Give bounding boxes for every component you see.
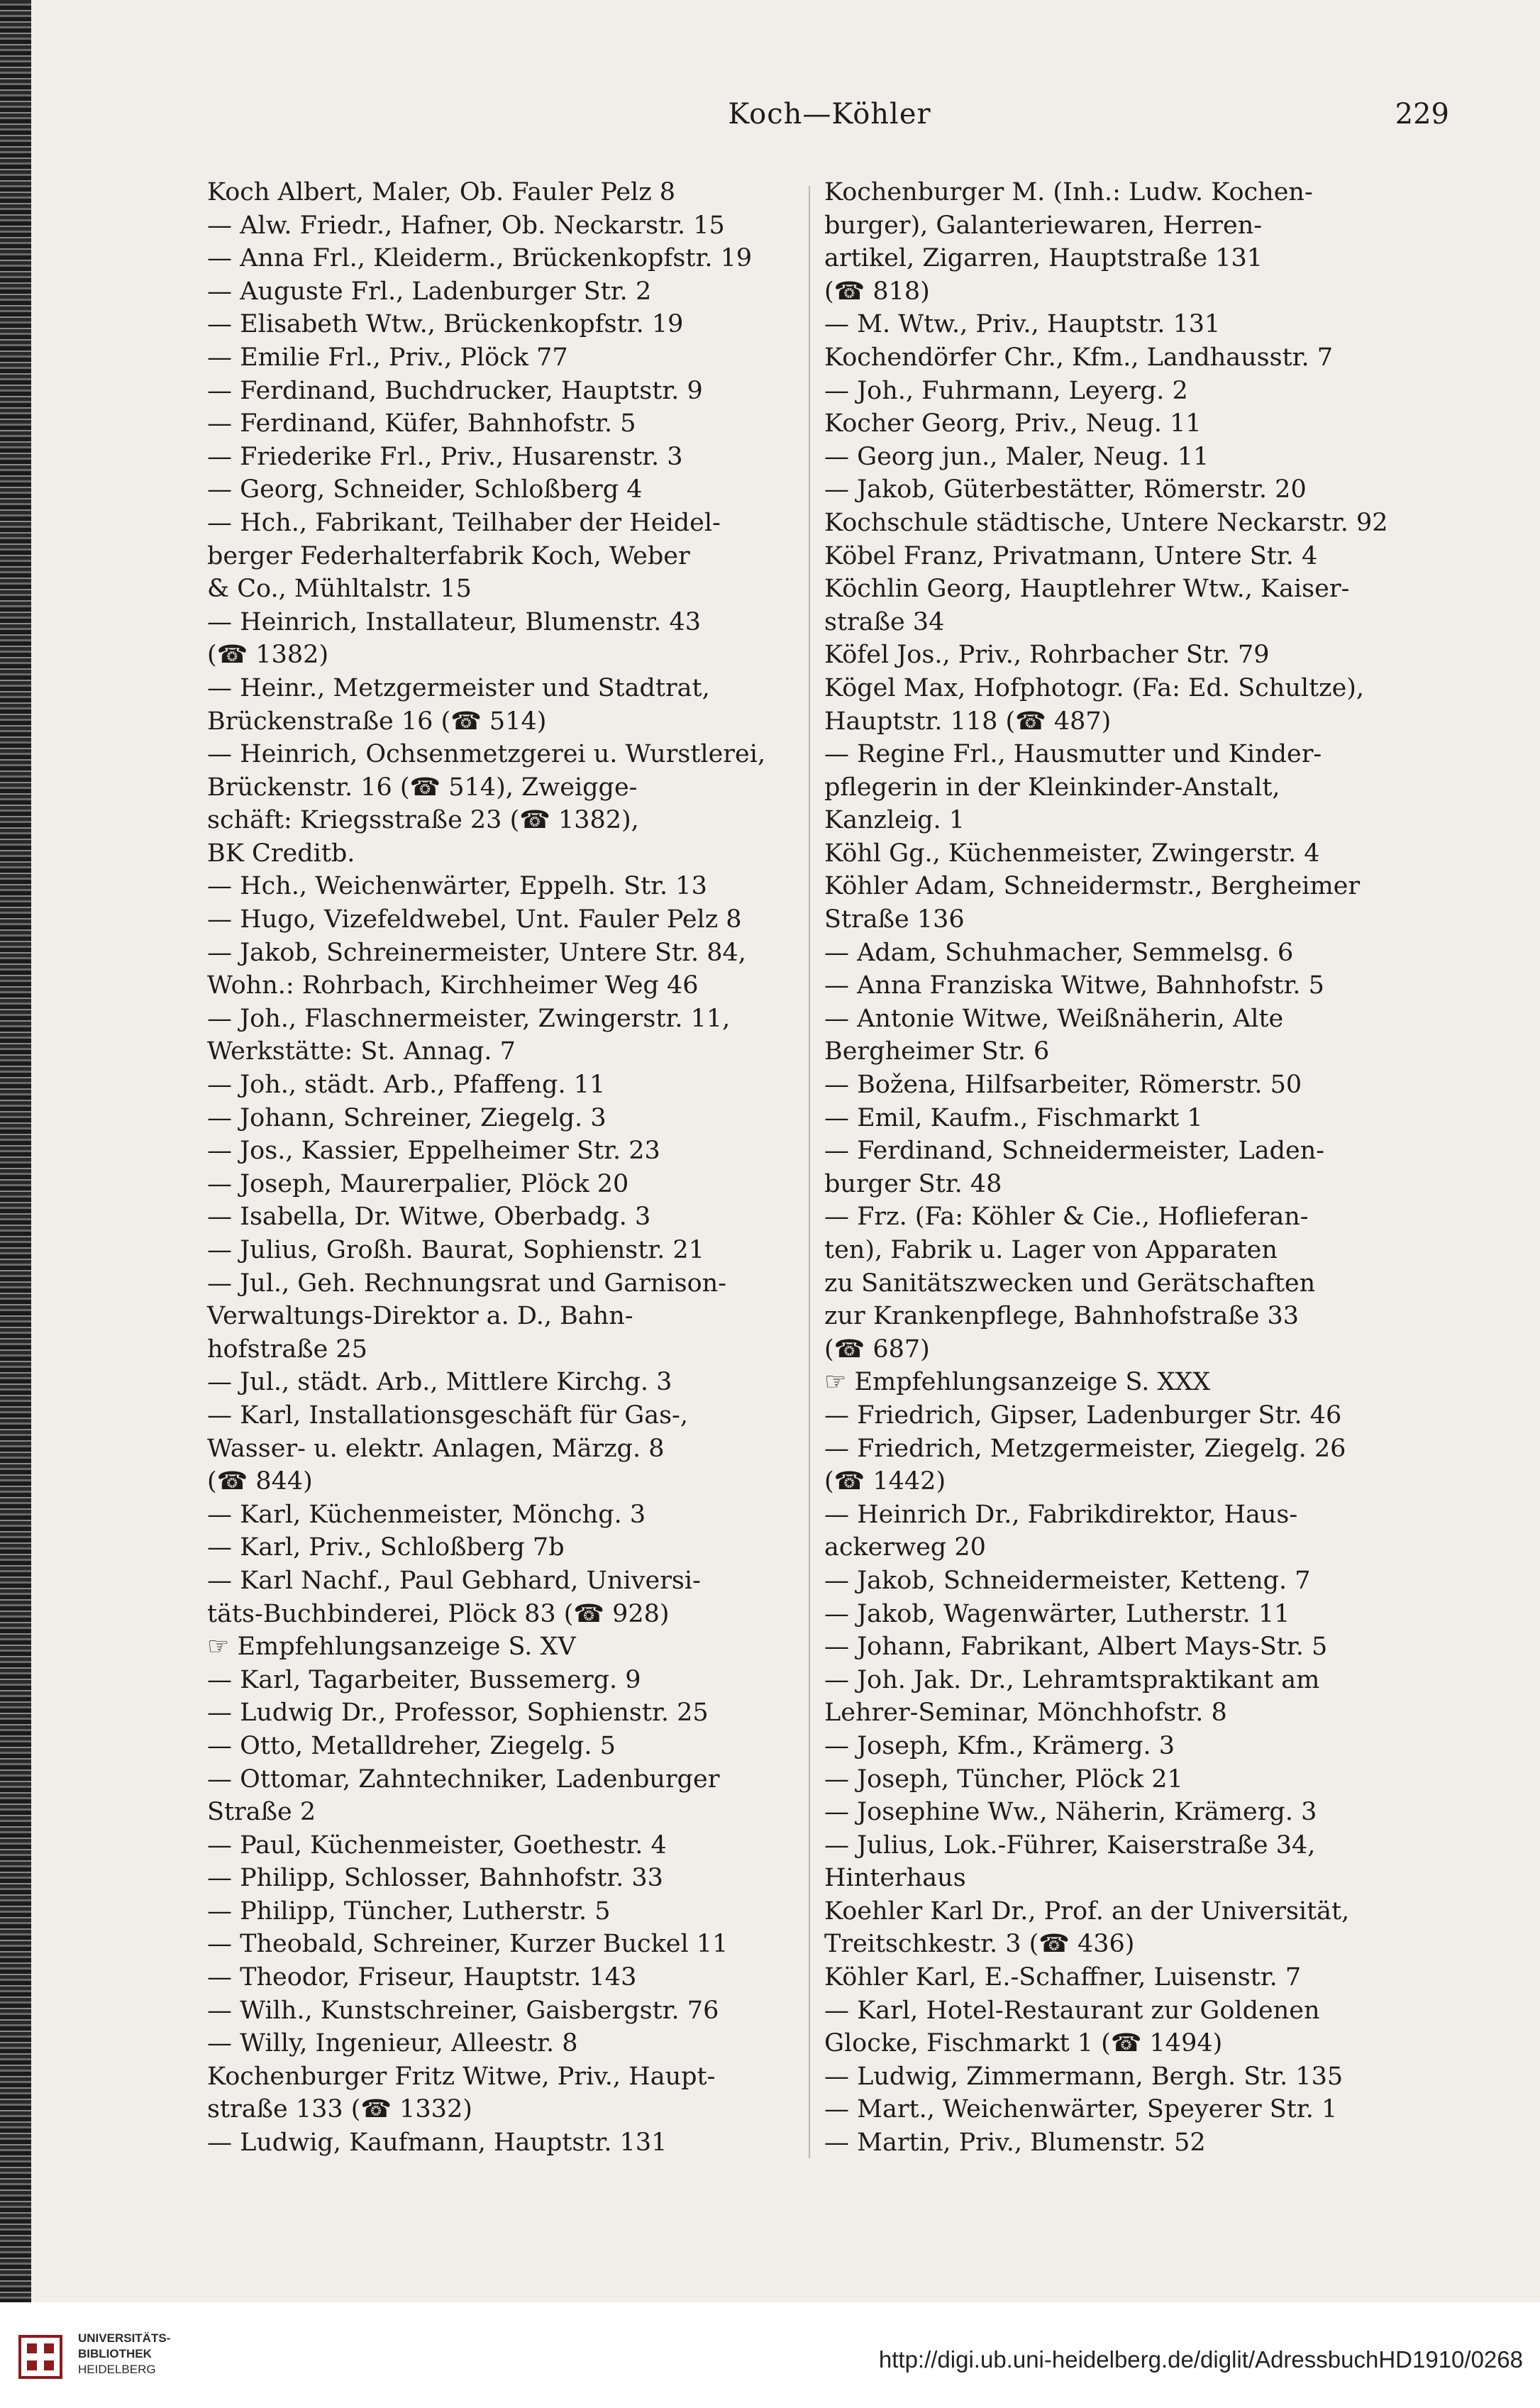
directory-entry-line: — Otto, Metalldreher, Ziegelg. 5: [207, 1731, 616, 1760]
directory-entry-line: pflegerin in der Kleinkinder-Anstalt,: [824, 773, 1280, 802]
directory-entry-line: (☎ 687): [824, 1335, 930, 1364]
directory-entry-line: — Ludwig, Kaufmann, Hauptstr. 131: [207, 2128, 667, 2158]
directory-entry-line: — Johann, Fabrikant, Albert Mays-Str. 5: [824, 1633, 1328, 1662]
directory-entry-line: — Emil, Kaufm., Fischmarkt 1: [824, 1103, 1203, 1132]
directory-entry-line: burger Str. 48: [824, 1169, 1002, 1198]
directory-entry-line: Kocher Georg, Priv., Neug. 11: [824, 409, 1202, 438]
library-logo: [16, 2331, 243, 2395]
directory-entry-line: — Anna Franziska Witwe, Bahnhofstr. 5: [824, 971, 1324, 1000]
running-head: Koch—Köhler: [728, 98, 931, 131]
directory-entry-line: Bergheimer Str. 6: [824, 1037, 1050, 1066]
directory-entry-line: — Joseph, Tüncher, Plöck 21: [824, 1764, 1183, 1794]
directory-entry-line: (☎ 1382): [207, 641, 329, 670]
directory-entry-line: Werkstätte: St. Annag. 7: [207, 1037, 516, 1066]
directory-entry-line: Köhler Adam, Schneidermstr., Bergheimer: [824, 872, 1361, 901]
directory-entry-line: — Jakob, Güterbestätter, Römerstr. 20: [824, 475, 1307, 504]
directory-entry-line: Kochenburger Fritz Witwe, Priv., Haupt-: [207, 2062, 716, 2091]
directory-entry-line: — Joh., Fuhrmann, Leyerg. 2: [824, 376, 1188, 405]
directory-entry-line: — Karl, Küchenmeister, Mönchg. 3: [207, 1500, 646, 1529]
directory-entry-line: Wasser- u. elektr. Anlagen, Märzg. 8: [207, 1434, 665, 1463]
library-name-line2: BIBLIOTHEK: [78, 2347, 152, 2360]
book-page: [31, 0, 1540, 2302]
directory-entry-line: & Co., Mühltalstr. 15: [207, 575, 472, 604]
directory-entry-line: berger Federhalterfabrik Koch, Weber: [207, 541, 690, 570]
directory-entry-line: hofstraße 25: [207, 1335, 367, 1364]
directory-entry-line: — Karl, Tagarbeiter, Bussemerg. 9: [207, 1665, 641, 1694]
directory-entry-line: ten), Fabrik u. Lager von Apparaten: [824, 1236, 1278, 1264]
directory-entry-line: — Heinr., Metzgermeister und Stadtrat,: [207, 673, 710, 702]
directory-entry-line: — Heinrich, Ochsenmetzgerei u. Wurstlerei,: [207, 740, 766, 769]
directory-entry-line: schäft: Kriegsstraße 23 (☎ 1382),: [207, 806, 639, 835]
directory-entry-line: Köchlin Georg, Hauptlehrer Wtw., Kaiser-: [824, 575, 1350, 604]
directory-entry-line: — Anna Frl., Kleiderm., Brückenkopfstr. 19: [207, 244, 753, 273]
directory-entry-line: — Ludwig, Zimmermann, Bergh. Str. 135: [824, 2062, 1344, 2091]
directory-entry-line: — M. Wtw., Priv., Hauptstr. 131: [824, 310, 1221, 339]
directory-entry-line: — Jakob, Schneidermeister, Ketteng. 7: [824, 1566, 1311, 1595]
directory-entry-line: — Joseph, Maurerpalier, Plöck 20: [207, 1169, 629, 1198]
directory-entry-line: — Elisabeth Wtw., Brückenkopfstr. 19: [207, 310, 684, 339]
directory-entry-line: — Theobald, Schreiner, Kurzer Buckel 11: [207, 1930, 729, 1959]
directory-entry-line: Glocke, Fischmarkt 1 (☎ 1494): [824, 2029, 1223, 2058]
directory-entry-line: — Martin, Priv., Blumenstr. 52: [824, 2128, 1206, 2158]
directory-entry-line: Kanzleig. 1: [824, 806, 965, 835]
directory-entry-line: — Julius, Lok.-Führer, Kaiserstraße 34,: [824, 1830, 1316, 1860]
directory-entry-line: — Heinrich Dr., Fabrikdirektor, Haus-: [824, 1500, 1298, 1529]
directory-entry-line: Wohn.: Rohrbach, Kirchheimer Weg 46: [207, 971, 699, 1000]
directory-entry-line: Verwaltungs-Direktor a. D., Bahn-: [207, 1302, 633, 1331]
page-number: 229: [1395, 98, 1449, 131]
directory-entry-line: Hauptstr. 118 (☎ 487): [824, 707, 1112, 736]
page-header: [210, 98, 1449, 140]
directory-entry-line: — Karl, Hotel-Restaurant zur Goldenen: [824, 1996, 1320, 2025]
directory-entry-line: Kögel Max, Hofphotogr. (Fa: Ed. Schultze),: [824, 673, 1365, 702]
directory-entry-line: — Auguste Frl., Ladenburger Str. 2: [207, 277, 652, 306]
directory-entry-line: — Joh., Flaschnermeister, Zwingerstr. 11,: [207, 1004, 731, 1033]
directory-entry-line: — Božena, Hilfsarbeiter, Römerstr. 50: [824, 1071, 1302, 1100]
directory-entry-line: — Jos., Kassier, Eppelheimer Str. 23: [207, 1137, 660, 1166]
directory-entry-line: zur Krankenpflege, Bahnhofstraße 33: [824, 1302, 1300, 1331]
directory-entry-line: — Antonie Witwe, Weißnäherin, Alte: [824, 1004, 1284, 1033]
footer: [0, 2302, 1540, 2408]
directory-entry-line: Straße 136: [824, 905, 965, 934]
column-divider: [809, 186, 810, 2158]
directory-entry-line: — Frz. (Fa: Köhler & Cie., Hoflieferan-: [824, 1203, 1309, 1232]
directory-entry-line: Brückenstr. 16 (☎ 514), Zweigge-: [207, 773, 638, 802]
directory-entry-line: — Jul., städt. Arb., Mittlere Kirchg. 3: [207, 1368, 672, 1397]
directory-entry-line: (☎ 818): [824, 277, 930, 306]
directory-entry-line: — Philipp, Tüncher, Lutherstr. 5: [207, 1896, 611, 1926]
directory-entry-line: — Karl, Priv., Schloßberg 7b: [207, 1533, 565, 1562]
directory-entry-line: burger), Galanteriewaren, Herren-: [824, 211, 1263, 240]
directory-entry-line: Kochendörfer Chr., Kfm., Landhausstr. 7: [824, 343, 1334, 372]
directory-entry-line: Hinterhaus: [824, 1864, 966, 1893]
directory-entry-line: — Ferdinand, Buchdrucker, Hauptstr. 9: [207, 376, 703, 405]
directory-entry-line: — Friedrich, Metzgermeister, Ziegelg. 26: [824, 1434, 1346, 1463]
directory-entry-line: ☞ Empfehlungsanzeige S. XV: [207, 1633, 576, 1662]
directory-entry-line: (☎ 1442): [824, 1467, 946, 1496]
directory-entry-line: Brückenstraße 16 (☎ 514): [207, 707, 547, 736]
directory-entry-line: — Emilie Frl., Priv., Plöck 77: [207, 343, 568, 372]
directory-entry-line: Köbel Franz, Privatmann, Untere Str. 4: [824, 541, 1318, 570]
directory-entry-line: — Friederike Frl., Priv., Husarenstr. 3: [207, 442, 683, 471]
directory-entry-line: Koch Albert, Maler, Ob. Fauler Pelz 8: [207, 178, 676, 206]
directory-entry-line: — Hch., Fabrikant, Teilhaber der Heidel-: [207, 508, 721, 537]
directory-entry-line: Lehrer-Seminar, Mönchhofstr. 8: [824, 1699, 1227, 1728]
directory-entry-line: Köfel Jos., Priv., Rohrbacher Str. 79: [824, 641, 1270, 670]
directory-entry-line: — Karl, Installationsgeschäft für Gas-,: [207, 1401, 688, 1430]
directory-entry-line: — Paul, Küchenmeister, Goethestr. 4: [207, 1830, 667, 1860]
directory-entry-line: — Jul., Geh. Rechnungsrat und Garnison-: [207, 1269, 727, 1298]
source-url[interactable]: http://digi.ub.uni-heidelberg.de/diglit/AdressbuchHD1910/0268: [878, 2346, 1523, 2373]
directory-entry-line: Kochschule städtische, Untere Neckarstr. 92: [824, 508, 1388, 537]
directory-entry-line: — Ottomar, Zahntechniker, Ladenburger: [207, 1764, 720, 1794]
directory-entry-line: — Isabella, Dr. Witwe, Oberbadg. 3: [207, 1203, 651, 1232]
directory-entry-line: — Adam, Schuhmacher, Semmelsg. 6: [824, 938, 1294, 967]
directory-entry-line: — Hch., Weichenwärter, Eppelh. Str. 13: [207, 872, 707, 901]
directory-entry-line: — Georg jun., Maler, Neug. 11: [824, 442, 1209, 471]
scan-edge-strip: [0, 0, 31, 2302]
directory-entry-line: Kochenburger M. (Inh.: Ludw. Kochen-: [824, 178, 1313, 206]
directory-entry-line: täts-Buchbinderei, Plöck 83 (☎ 928): [207, 1599, 670, 1628]
directory-entry-line: — Jakob, Wagenwärter, Lutherstr. 11: [824, 1599, 1290, 1628]
directory-entry-line: BK Creditb.: [207, 839, 355, 868]
directory-entry-line: — Hugo, Vizefeldwebel, Unt. Fauler Pelz 8: [207, 905, 742, 934]
directory-entry-line: Straße 2: [207, 1798, 316, 1827]
directory-entry-line: — Ferdinand, Küfer, Bahnhofstr. 5: [207, 409, 636, 438]
directory-entry-line: zu Sanitätszwecken und Gerätschaften: [824, 1269, 1316, 1298]
library-name: [78, 2331, 170, 2377]
directory-entry-line: Köhler Karl, E.-Schaffner, Luisenstr. 7: [824, 1963, 1302, 1992]
directory-entry-line: artikel, Zigarren, Hauptstraße 131: [824, 244, 1263, 273]
directory-entry-line: — Georg, Schneider, Schloßberg 4: [207, 475, 643, 504]
directory-entry-line: — Joh. Jak. Dr., Lehramtspraktikant am: [824, 1665, 1320, 1694]
directory-entry-line: — Julius, Großh. Baurat, Sophienstr. 21: [207, 1236, 704, 1264]
directory-entry-line: — Mart., Weichenwärter, Speyerer Str. 1: [824, 2095, 1338, 2124]
directory-entry-line: (☎ 844): [207, 1467, 313, 1496]
directory-entry-line: ☞ Empfehlungsanzeige S. XXX: [824, 1368, 1211, 1397]
directory-entry-line: — Heinrich, Installateur, Blumenstr. 43: [207, 607, 701, 636]
directory-entry-line: — Johann, Schreiner, Ziegelg. 3: [207, 1103, 606, 1132]
directory-entry-line: — Ferdinand, Schneidermeister, Laden-: [824, 1137, 1325, 1166]
library-name-line1: UNIVERSITÄTS-: [78, 2331, 171, 2345]
directory-entry-line: — Karl Nachf., Paul Gebhard, Universi-: [207, 1566, 701, 1595]
directory-entry-line: — Philipp, Schlosser, Bahnhofstr. 33: [207, 1864, 663, 1893]
directory-entry-line: straße 34: [824, 607, 945, 636]
right-column: [824, 176, 1448, 2160]
directory-entry-line: — Joh., städt. Arb., Pfaffeng. 11: [207, 1071, 606, 1100]
left-column: [207, 176, 796, 2160]
directory-entry-line: Treitschkestr. 3 (☎ 436): [824, 1930, 1135, 1959]
directory-entry-line: — Friedrich, Gipser, Ladenburger Str. 46: [824, 1401, 1342, 1430]
directory-entry-line: Koehler Karl Dr., Prof. an der Universität,: [824, 1896, 1350, 1926]
directory-entry-line: straße 133 (☎ 1332): [207, 2095, 472, 2124]
directory-entry-line: ackerweg 20: [824, 1533, 986, 1562]
directory-entry-line: — Regine Frl., Hausmutter und Kinder-: [824, 740, 1322, 769]
directory-entry-line: — Ludwig Dr., Professor, Sophienstr. 25: [207, 1699, 709, 1728]
directory-entry-line: Köhl Gg., Küchenmeister, Zwingerstr. 4: [824, 839, 1320, 868]
directory-entry-line: — Theodor, Friseur, Hauptstr. 143: [207, 1963, 637, 1992]
directory-entry-line: — Joseph, Kfm., Krämerg. 3: [824, 1731, 1175, 1760]
directory-entry-line: — Wilh., Kunstschreiner, Gaisbergstr. 76: [207, 1996, 719, 2025]
directory-entry-line: — Willy, Ingenieur, Alleestr. 8: [207, 2029, 578, 2058]
library-name-line3: HEIDELBERG: [78, 2363, 156, 2376]
directory-entry-line: — Jakob, Schreinermeister, Untere Str. 84,: [207, 938, 746, 967]
directory-entry-line: — Josephine Ww., Näherin, Krämerg. 3: [824, 1798, 1317, 1827]
library-logo-icon: [16, 2332, 65, 2382]
directory-entry-line: — Alw. Friedr., Hafner, Ob. Neckarstr. 15: [207, 211, 725, 240]
